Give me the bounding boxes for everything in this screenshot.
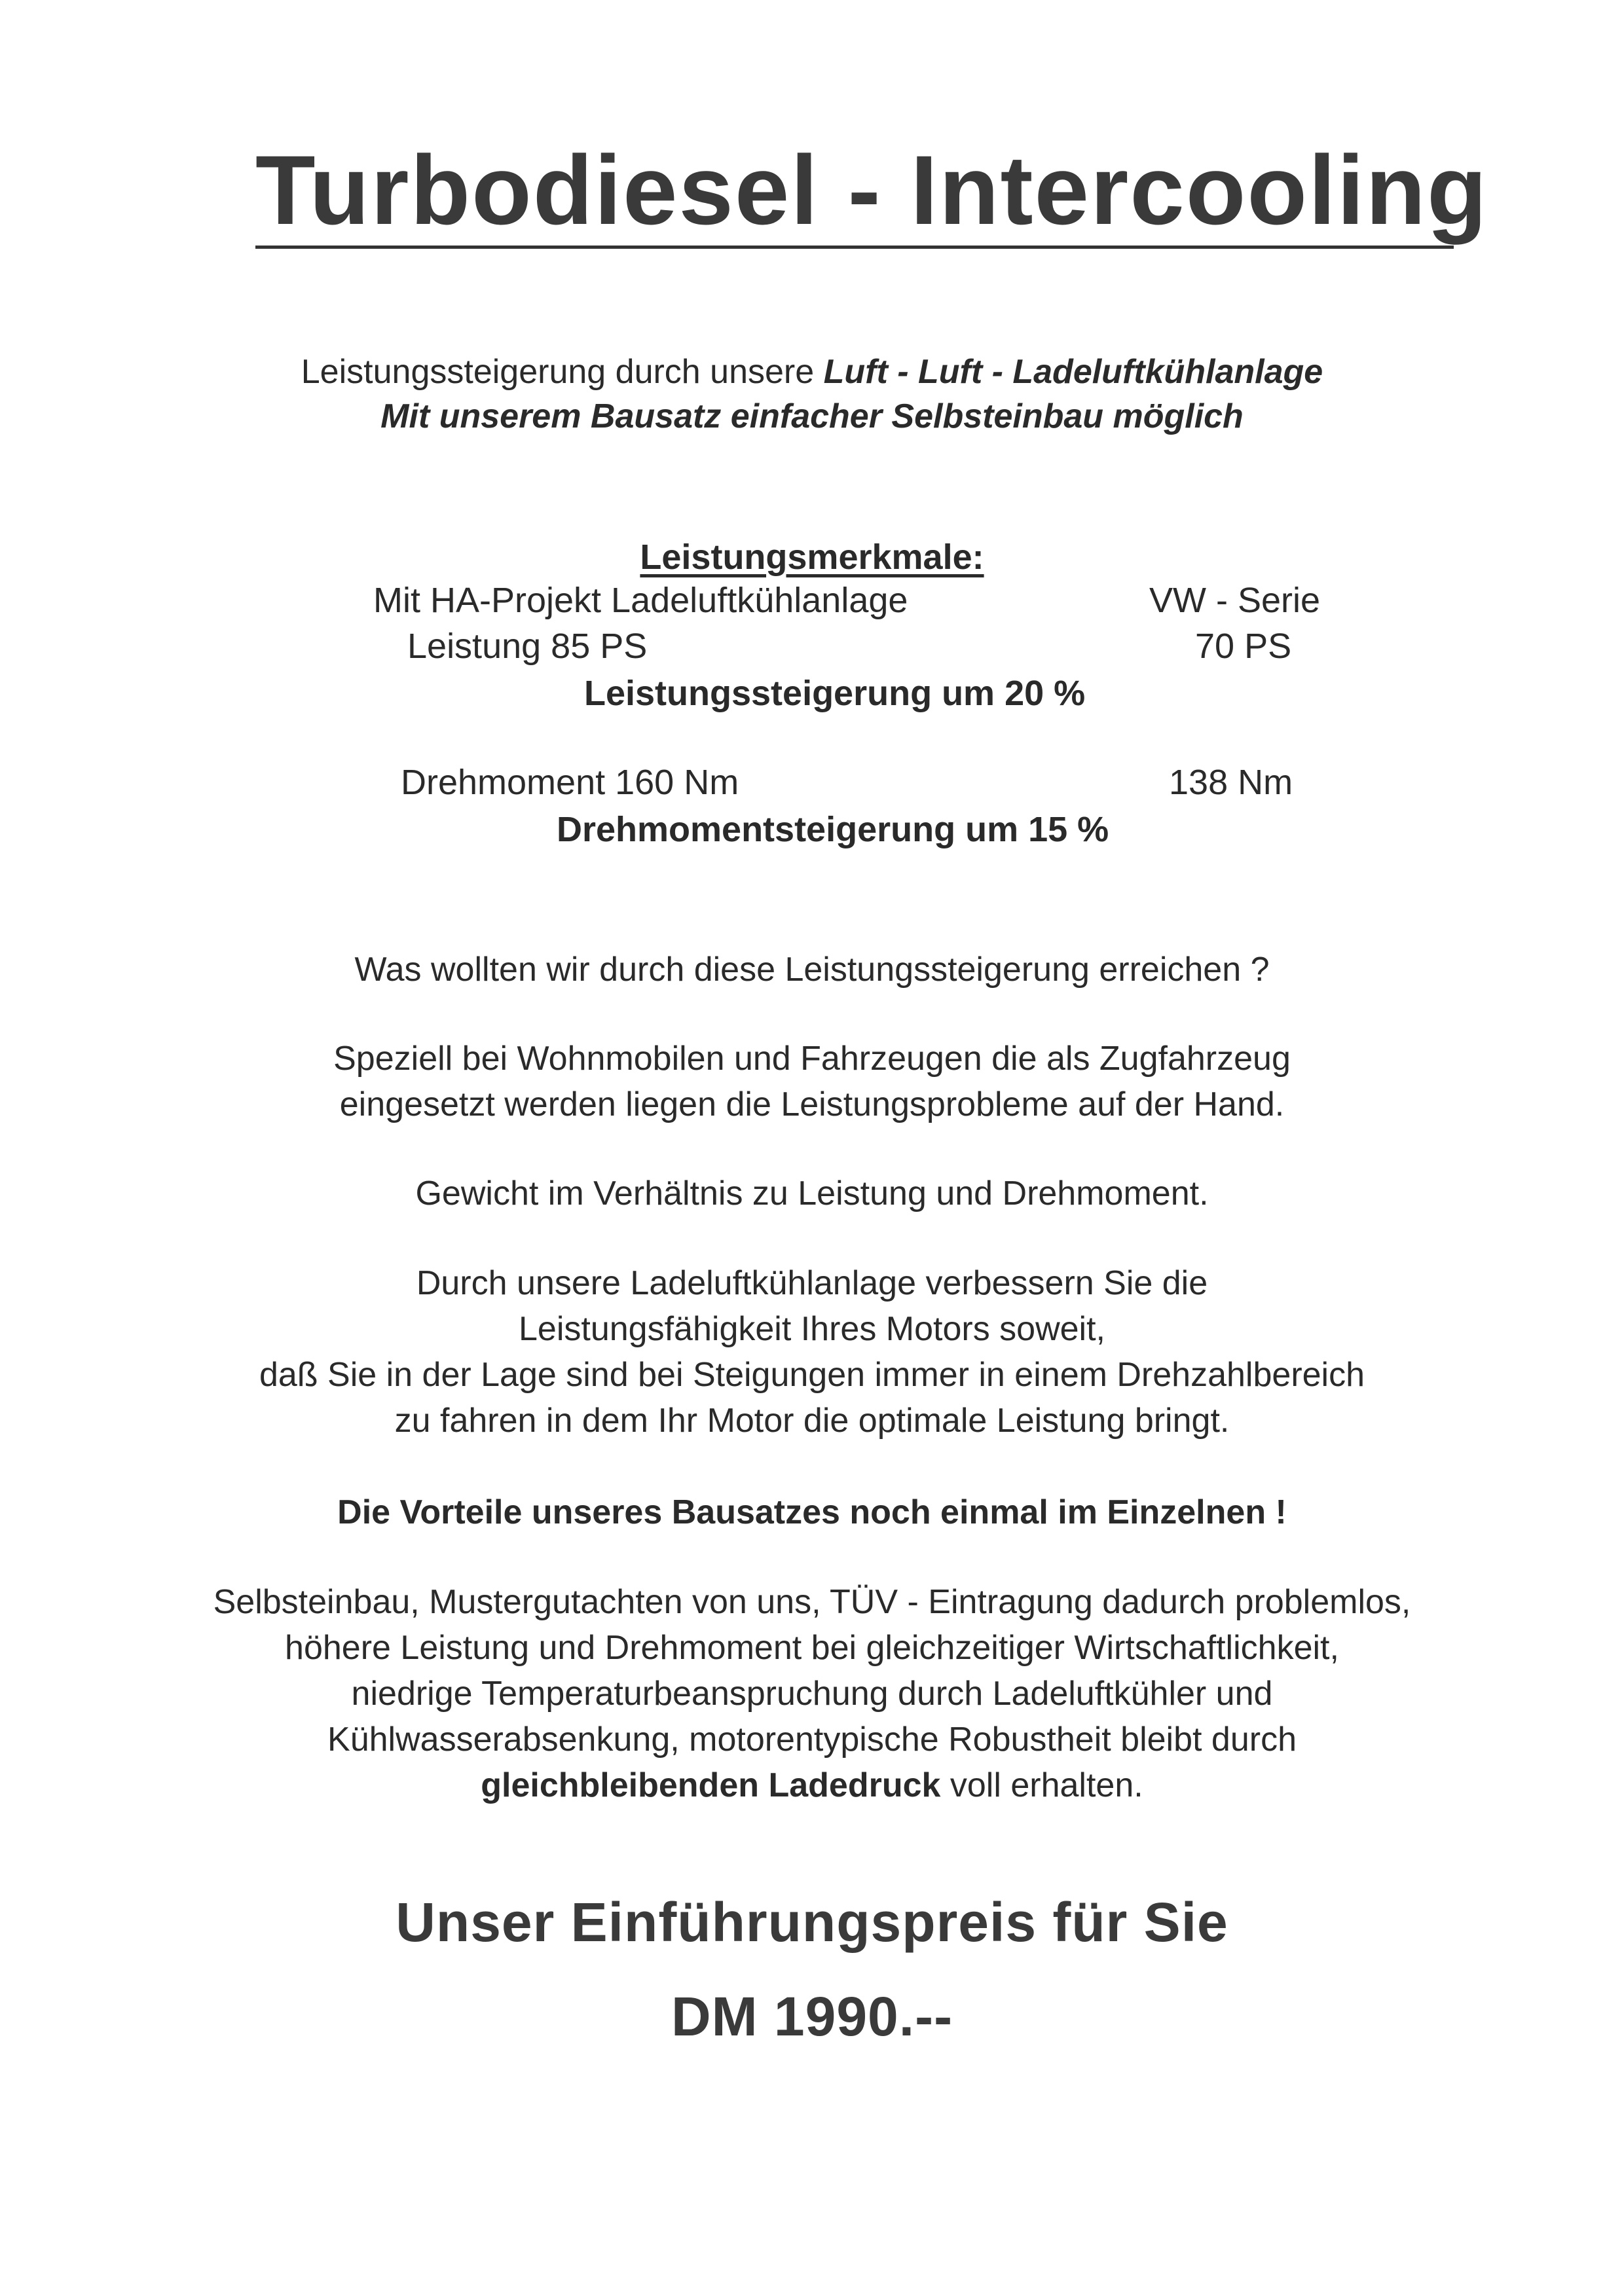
- advantage-line: niedrige Temperaturbeanspruchung durch Ladeluftkühler und: [351, 1675, 1273, 1713]
- advantage-rest: voll erhalten.: [940, 1766, 1143, 1804]
- intro-emphasis-text: Luft - Luft - Ladeluftkühlanlage: [823, 353, 1323, 391]
- intro-line-2: Mit unserem Bausatz einfacher Selbsteinbau möglich: [380, 397, 1244, 435]
- power-gain: Leistungssteigerung um 20 %: [584, 674, 1086, 713]
- page-title: Turbodiesel - Intercooling: [255, 135, 1488, 245]
- power-stock-value: 70 PS: [1195, 627, 1292, 666]
- paragraph-line: Leistungsfähigkeit Ihres Motors soweit,: [519, 1310, 1105, 1348]
- torque-stock-value: 138 Nm: [1169, 763, 1293, 802]
- price: DM 1990.--: [671, 1986, 953, 2047]
- advantages-heading: Die Vorteile unseres Bausatzes noch einmal im Einzelnen !: [337, 1493, 1287, 1531]
- advantage-bold-phrase: gleichbleibenden Ladedruck: [481, 1766, 941, 1804]
- torque-gain: Drehmomentsteigerung um 15 %: [557, 810, 1109, 849]
- paragraph-line: eingesetzt werden liegen die Leistungsprobleme auf der Hand.: [339, 1085, 1285, 1123]
- question-text: Was wollten wir durch diese Leistungssteigerung erreichen ?: [354, 951, 1270, 989]
- advantage-line: Selbsteinbau, Mustergutachten von uns, TÜV - Eintragung dadurch problemlos,: [213, 1583, 1411, 1621]
- intro-plain-text: Leistungssteigerung durch unsere: [301, 353, 824, 391]
- advantage-line: höhere Leistung und Drehmoment bei gleichzeitiger Wirtschaftlichkeit,: [285, 1629, 1339, 1667]
- paragraph-line: Durch unsere Ladeluftkühlanlage verbessern Sie die: [416, 1264, 1208, 1302]
- paragraph-motorhomes: [0, 1036, 1624, 1127]
- offer-line: Unser Einführungspreis für Sie: [396, 1891, 1228, 1953]
- advantage-line-last: [0, 1762, 1624, 1808]
- title-underline: [255, 246, 1454, 249]
- paragraph-line: daß Sie in der Lage sind bei Steigungen immer in einem Drehzahlbereich: [259, 1356, 1365, 1394]
- torque-label: Drehmoment 160 Nm: [401, 763, 739, 802]
- advantages-list: [0, 1579, 1624, 1808]
- paragraph-line: zu fahren in dem Ihr Motor die optimale Leistung bringt.: [394, 1402, 1230, 1440]
- paragraph-weight: Gewicht im Verhältnis zu Leistung und Drehmoment.: [415, 1175, 1209, 1212]
- intro-line-1: [0, 350, 1624, 395]
- paragraph-intercooler: [0, 1260, 1624, 1444]
- advantage-line: Kühlwasserabsenkung, motorentypische Robustheit bleibt durch: [327, 1721, 1297, 1758]
- specs-right-header: VW - Serie: [1149, 581, 1321, 620]
- paragraph-line: Speziell bei Wohnmobilen und Fahrzeugen die als Zugfahrzeug: [333, 1040, 1291, 1078]
- specs-heading: Leistungsmerkmale:: [640, 538, 984, 577]
- specs-left-header: Mit HA-Projekt Ladeluftkühlanlage: [373, 581, 908, 620]
- power-label: Leistung 85 PS: [407, 627, 648, 666]
